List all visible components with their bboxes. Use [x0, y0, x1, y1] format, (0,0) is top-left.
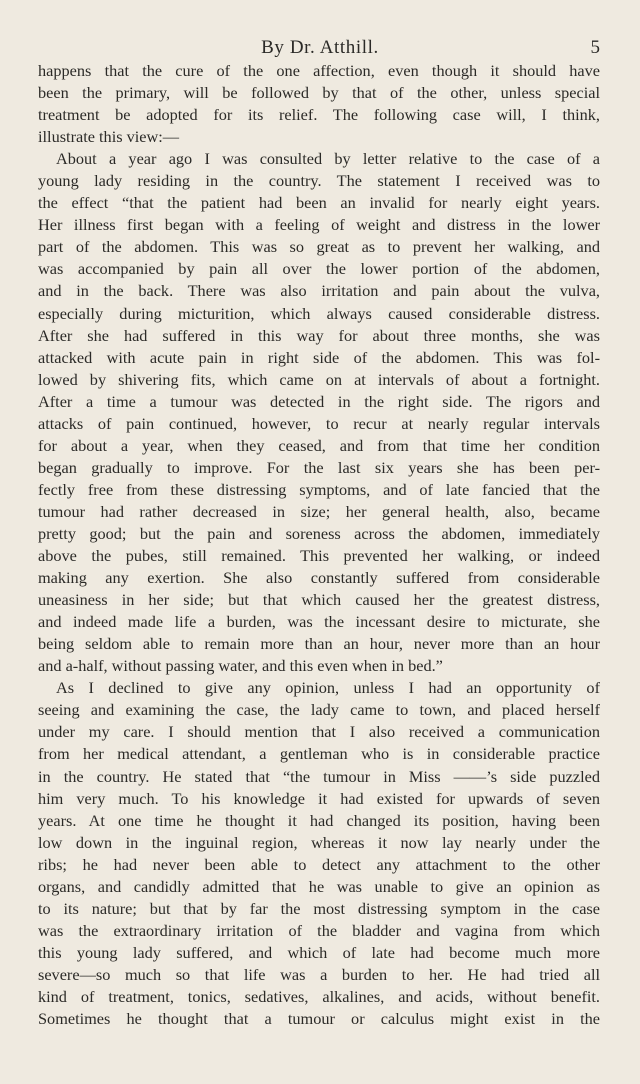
text-line: for about a year, when they ceased, and from that time her condition [38, 435, 600, 455]
text-line: attacked with acute pain in right side of the abdomen. This was fol- [38, 347, 600, 367]
text-line: ribs; he had never been able to detect any attachment to the other [38, 854, 600, 874]
text-line: Her illness first began with a feeling of weight and distress in the lower [38, 215, 600, 235]
text-line: organs, and candidly admitted that he was unable to give an opinion as [38, 876, 600, 896]
text-line: As I declined to give any opinion, unless I had an opportunity of [56, 678, 600, 698]
running-title: By Dr. Atthill. [261, 37, 379, 58]
text-line: and in the back. There was also irritation and pain about the vulva, [38, 281, 600, 301]
text-line: severe—so much so that life was a burden to her. He had tried all [38, 964, 600, 984]
text-line: part of the abdomen. This was so great as to prevent her walking, and [38, 237, 600, 257]
text-line: illustrate this view:— [38, 127, 180, 147]
text-line: making any exertion. She also constantly suffered from considerable [38, 568, 600, 588]
text-line: was accompanied by pain all over the lower portion of the abdomen, [38, 259, 600, 279]
text-line: happens that the cure of the one affection, even though it should have [38, 61, 600, 80]
body-text [38, 60, 600, 1030]
text-line: uneasiness in her side; but that which caused her the greatest distress, [38, 590, 600, 610]
text-line: the effect “that the patient had been an invalid for nearly eight years. [38, 193, 600, 213]
text-line: kind of treatment, tonics, sedatives, alkalines, and acids, without benefit. [38, 986, 600, 1006]
text-line: After a time a tumour was detected in the right side. The rigors and [38, 391, 600, 411]
text-line: pretty good; but the pain and soreness across the abdomen, immediately [38, 523, 600, 543]
text-line: under my care. I should mention that I also received a communication [38, 722, 600, 742]
text-line: this young lady suffered, and which of late had become much more [38, 942, 600, 962]
page-number: 5 [590, 37, 600, 58]
text-line: in the country. He stated that “the tumour in Miss ——’s side puzzled [38, 766, 600, 786]
text-line: was the extraordinary irritation of the bladder and vagina from which [38, 920, 600, 940]
text-line: attacks of pain continued, however, to recur at nearly regular intervals [38, 413, 600, 433]
text-line: treatment be adopted for its relief. The following case will, I think, [38, 105, 600, 125]
text-line: and a-half, without passing water, and this even when in bed.” [38, 656, 443, 676]
text-line: especially during micturition, which always caused considerable distress. [38, 303, 600, 323]
text-line: fectly free from these distressing symptoms, and of late fancied that the [38, 479, 600, 499]
text-line: seeing and examining the case, the lady came to town, and placed herself [38, 700, 600, 720]
text-line: from her medical attendant, a gentleman who is in considerable practice [38, 744, 600, 764]
text-line: and indeed made life a burden, was the incessant desire to micturate, she [38, 612, 600, 632]
text-line: lowed by shivering fits, which came on at intervals of about a fortnight. [38, 369, 600, 389]
text-line: to its nature; but that by far the most distressing symptom in the case [38, 898, 600, 918]
text-line: above the pubes, still remained. This prevented her walking, or indeed [38, 546, 600, 566]
text-line: After she had suffered in this way for about three months, she was [38, 325, 600, 345]
text-line: him very much. To his knowledge it had existed for upwards of seven [38, 788, 600, 808]
text-line: tumour had rather decreased in size; her general health, also, became [38, 501, 600, 521]
text-line: young lady residing in the country. The statement I received was to [38, 171, 600, 191]
text-line: been the primary, will be followed by that of the other, unless special [38, 83, 600, 103]
text-line: began gradually to improve. For the last six years she has been per- [38, 457, 600, 477]
text-line: years. At one time he thought it had changed its position, having been [38, 810, 600, 830]
text-line: About a year ago I was consulted by letter relative to the case of a [56, 149, 600, 169]
text-line: Sometimes he thought that a tumour or calculus might exist in the [38, 1009, 600, 1029]
text-line: low down in the inguinal region, whereas it now lay nearly under the [38, 832, 600, 852]
text-line: being seldom able to remain more than an hour, never more than an hour [38, 634, 600, 654]
